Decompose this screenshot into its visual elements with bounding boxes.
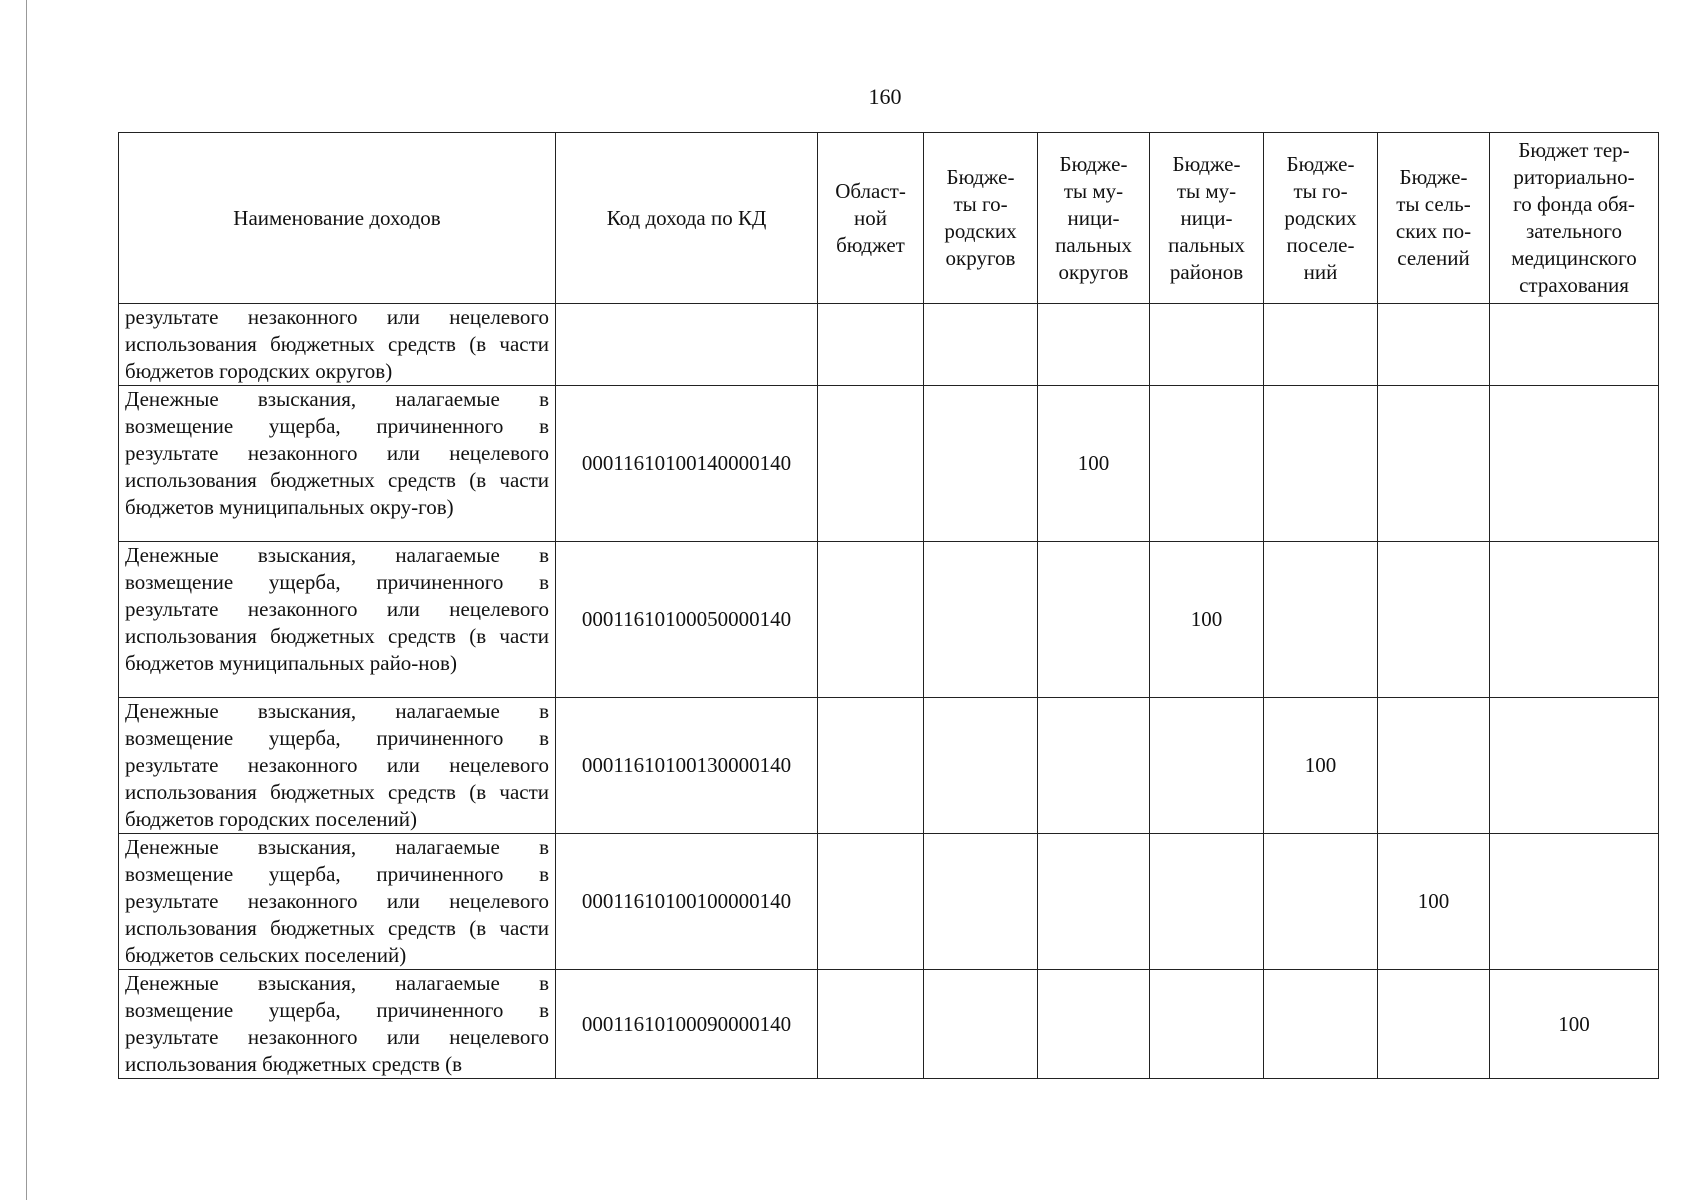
revenue-code-cell: 00011610100140000140 [556,386,818,542]
percent-cell [1264,542,1378,698]
percent-cell [1378,698,1490,834]
column-header: Бюдже- ты му- ници- пальных округов [1038,133,1150,304]
percent-cell [1150,304,1264,386]
column-header: Бюдже- ты сель- ских по- селений [1378,133,1490,304]
percent-cell: 100 [1150,542,1264,698]
revenue-code-cell: 00011610100100000140 [556,834,818,970]
percent-cell [1490,386,1659,542]
percent-cell: 100 [1264,698,1378,834]
column-header: Бюдже- ты го- родских округов [924,133,1038,304]
revenue-name-cell: Денежные взыскания, налагаемые в возмещение ущерба, причиненного в результате незаконного или нецелевого использования бюджетных средств (в части бюджетов сельских поселений) [119,834,556,970]
percent-cell [1378,304,1490,386]
percent-cell [818,698,924,834]
percent-cell: 100 [1378,834,1490,970]
percent-cell [1490,542,1659,698]
page-number: 160 [868,84,902,109]
percent-cell [1490,698,1659,834]
revenue-code-cell [556,304,818,386]
percent-cell [1150,834,1264,970]
table-row [119,304,1659,386]
percent-cell [818,386,924,542]
revenue-name-cell: результате незаконного или нецелевого использования бюджетных средств (в части бюджетов городских округов) [119,304,556,386]
revenue-name-cell: Денежные взыскания, налагаемые в возмещение ущерба, причиненного в результате незаконного или нецелевого использования бюджетных средств (в части бюджетов городских поселений) [119,698,556,834]
percent-cell [1378,970,1490,1079]
percent-cell [1264,970,1378,1079]
percent-cell [1264,834,1378,970]
header-row [119,133,1659,304]
percent-cell [924,698,1038,834]
percent-cell [1038,304,1150,386]
percent-cell [818,304,924,386]
revenue-code-cell: 00011610100090000140 [556,970,818,1079]
column-header: Код дохода по КД [556,133,818,304]
percent-cell [1150,698,1264,834]
revenue-code-cell: 00011610100130000140 [556,698,818,834]
column-header: Бюджет тер- риториально- го фонда обя- зательного медицинского страхования [1490,133,1659,304]
table-row [119,834,1659,970]
percent-cell [1264,386,1378,542]
percent-cell [924,834,1038,970]
revenue-code-cell: 00011610100050000140 [556,542,818,698]
percent-cell [924,542,1038,698]
table-row [119,542,1659,698]
percent-cell [1378,386,1490,542]
revenue-name-cell: Денежные взыскания, налагаемые в возмещение ущерба, причиненного в результате незаконного или нецелевого использования бюджетных средств (в части бюджетов муниципальных окру-гов) [119,386,556,542]
percent-cell [1038,698,1150,834]
percent-cell [1490,304,1659,386]
table-row [119,970,1659,1079]
table-row [119,698,1659,834]
percent-cell [1378,542,1490,698]
percent-cell [818,542,924,698]
column-header: Бюдже- ты му- ници- пальных районов [1150,133,1264,304]
percent-cell: 100 [1038,386,1150,542]
percent-cell [818,970,924,1079]
column-header: Наименование доходов [119,133,556,304]
percent-cell [1490,834,1659,970]
percent-cell [1150,386,1264,542]
revenue-name-cell: Денежные взыскания, налагаемые в возмещение ущерба, причиненного в результате незаконного или нецелевого использования бюджетных средств (в части бюджетов муниципальных райо-нов) [119,542,556,698]
percent-cell [924,970,1038,1079]
revenue-table [118,132,1659,1079]
revenue-name-cell: Денежные взыскания, налагаемые в возмещение ущерба, причиненного в результате незаконного или нецелевого использования бюджетных средств (в [119,970,556,1079]
percent-cell [924,304,1038,386]
percent-cell [1264,304,1378,386]
table-row [119,386,1659,542]
percent-cell [818,834,924,970]
table-body [119,304,1659,1079]
percent-cell [1038,542,1150,698]
percent-cell [1150,970,1264,1079]
margin-line [26,0,27,1200]
percent-cell [924,386,1038,542]
percent-cell [1038,970,1150,1079]
column-header: Бюдже- ты го- родских поселе- ний [1264,133,1378,304]
percent-cell: 100 [1490,970,1659,1079]
percent-cell [1038,834,1150,970]
column-header: Област- ной бюджет [818,133,924,304]
